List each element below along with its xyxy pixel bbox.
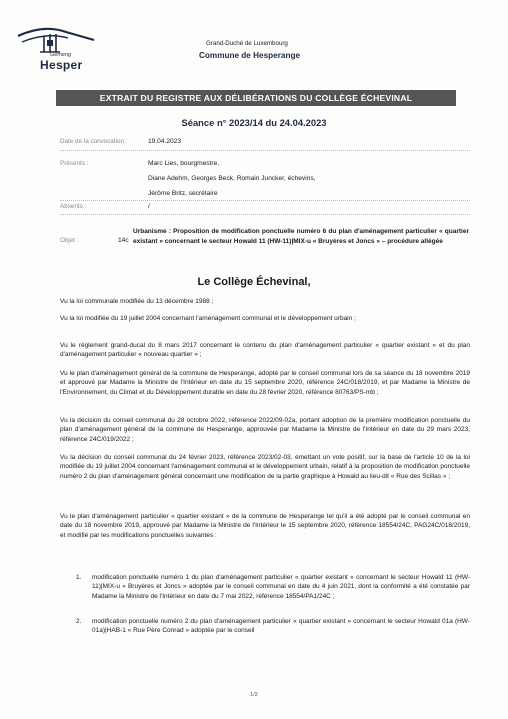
logo-caption-large: Hesper xyxy=(40,58,83,72)
convocation-value: 19.04.2023 xyxy=(148,138,182,145)
logo-caption-small: Gemeng xyxy=(50,52,72,58)
objet-label: Objet : xyxy=(60,237,79,244)
commune-name: Commune de Hesperange xyxy=(199,51,301,60)
country-name: Grand-Duché de Luxembourg xyxy=(206,40,288,47)
paragraph: Vu le plan d'aménagement particulier « quartier existant » de la commune de Hesperange tel qu'il a été adopté par le conseil communal en date du 18 novembre 2019, approuvé par Madame la Ministre de l'Intérieur le 15 septembre 2020, référence 18554/24C, PAG24C/018/2019, et modifié par les modifications ponctuelles suivantes : xyxy=(60,513,470,539)
seance-title: Séance n° 2023/14 du 24.04.2023 xyxy=(181,117,327,128)
register-banner: EXTRAIT DU REGISTRE AUX DÉLIBÉRATIONS DU COLLÈGE ÉCHEVINAL xyxy=(56,90,456,106)
divider xyxy=(60,200,470,201)
absents-value: / xyxy=(148,203,150,210)
presents-label: Présents : xyxy=(60,160,89,167)
divider xyxy=(60,150,470,151)
convocation-label: Date de la convocation : xyxy=(60,138,128,145)
paragraph: Vu la décision du conseil communal du 24 février 2023, référence 2023/02-03, émettant un vote positif, sur la base de l'article 10 de la loi modifiée du 19 juillet 2004 concernant l'aménagement communal et le développement urbain, relatif à la proposition de modification ponctuelle numéro 2 du plan d'aménagement général concernant une modification de la partie graphique à Howald au lieu-dit « Rue des Scillas » ; xyxy=(60,454,470,480)
paragraph: Vu la loi modifiée du 19 juillet 2004 concernant l'aménagement communal et le développement urbain ; xyxy=(60,315,356,322)
divider xyxy=(60,214,470,215)
objet-number: 14c xyxy=(118,237,129,244)
present-member: Marc Lies, bourgmestre, xyxy=(148,160,220,167)
objet-text: Urbanisme : Proposition de modification ponctuelle numéro 6 du plan d'aménagement particulier « quartier existant » concernant le secteur Howald 11 (HW-11)|MIX-u « Bruyères et Joncs » – procédure allégée xyxy=(133,228,469,245)
paragraph: Vu la décision du conseil communal du 28 octobre 2022, référence 2022/09-02a, portant adoption de la première modification ponctuelle du plan d'aménagement général de la commune de Hesperange, approuvée par Madame la Ministre de l'Intérieur en date du 29 mars 2023, référence 24C/019/2022 ; xyxy=(60,417,470,443)
present-member: Diane Adehm, Georges Beck, Romain Juncker, échevins, xyxy=(148,175,316,182)
paragraph: Vu le plan d'aménagement général de la commune de Hesperange, adopté par le conseil communal lors de sa séance du 18 novembre 2019 et approuvé par Madame la Ministre de l'Intérieur en date du 15 septembre 2020, référence 24C/018/2019, et par Madame la Ministre de l'Environnement, du Climat et du Développement durable en date du 28 février 2020, référence 80763/PS-mb ; xyxy=(60,370,470,396)
paragraph: Vu le règlement grand-ducal du 8 mars 2017 concernant le contenu du plan d'aménagement particulier « quartier existant » et du plan d'aménagement particulier « nouveau quartier » ; xyxy=(60,342,470,359)
page-number: 1/2 xyxy=(250,692,258,698)
present-member: Jérôme Britz, secrétaire xyxy=(148,190,218,197)
college-title: Le Collège Échevinal, xyxy=(197,276,311,288)
document-page: Gemeng Hesper Grand-Duché de Luxembourg Commune de Hesperange EXTRAIT DU REGISTRE AUX DÉLIBÉRATIONS DU COLLÈGE ÉCHEVINAL Séance n° 2023/14 du 24.04.2023 Date de la convocation : 19.04.2023 Présents : Marc Lies, bourgmestre, Diane Adehm, Georges Beck, Romain Juncker, échevins, Jérôme Britz, secrétaire Absents : / Objet : 14c Urbanisme : Proposition de modification ponctuelle numéro 6 du plan d'aménagement particulier « quartier existant » concernant le secteur Howald 11 (HW-11)|MIX-u « Bruyères et Joncs » – procédure allégée Le Collège Échevinal, Vu la loi communale modifiée du 13 décembre 1988 ; Vu la loi modifiée du 19 juillet 2004 concernant l'aménagement communal et le développement urbain ; Vu le règlement grand-ducal du 8 mars 2017 concernant le contenu du plan d'aménagement particulier « quartier existant » et du plan d'aménagement particulier « nouveau quartier » ; Vu le plan d'aménagement général de la commune de Hesperange, adopté par le conseil communal lors de sa séance du 18 novembre 2019 et approuvé par Madame la Ministre de l'Intérieur en date du 15 septembre 2020, référence 24C/018/2019, et par Madame la Ministre de l'Environnement, du Climat et du Développement durable en date du 28 février 2020, référence 80763/PS-mb ; Vu la décision du conseil communal du 28 octobre 2022, référence 2022/09-02a, portant adoption de la première modification ponctuelle du plan d'aménagement général de la commune de Hesperange, approuvée par Madame la Ministre de l'Intérieur en date du 29 mars 2023, référence 24C/019/2022 ; Vu la décision du conseil communal du 24 février 2023, référence 2023/02-03, émettant un vote positif, sur la base de l'article 10 de la loi modifiée du 19 juillet 2004 concernant l'aménagement communal et le développement urbain, relatif à la proposition de modification ponctuelle numéro 2 du plan d'aménagement général concernant une modification de la partie graphique à Howald au lieu-dit « Rue des Scillas » ; Vu le plan d'aménagement particulier « quartier existant » de la commune de Hesperange tel qu'il a été adopté par le conseil communal en date du 18 novembre 2019, approuvé par Madame la Ministre de l'Intérieur le 15 septembre 2020, référence 18554/24C, PAG24C/018/2019, et modifié par les modifications ponctuelles suivantes : 1. modification ponctuelle numéro 1 du plan d'aménagement particulier « quartier existant » concernant le secteur Howald 11 (HW-11)|MIX-u « Bruyères et Joncs » adoptée par le conseil communal en date du 4 juin 2021, dont la conformité a été constatée par Madame la Ministre de l'Intérieur en date du 7 mai 2022, référence 18554/PA1/24C ; 2. modification ponctuelle numéro 2 du plan d'aménagement particulier « quartier existant » concernant le secteur Howald 01a (HW-01a)|HAB-1 « Rue Père Conrad » adoptée par le conseil 1/2 xyxy=(0,0,508,719)
paragraph: Vu la loi communale modifiée du 13 décembre 1988 ; xyxy=(60,298,214,305)
absents-label: Absents : xyxy=(60,203,87,210)
